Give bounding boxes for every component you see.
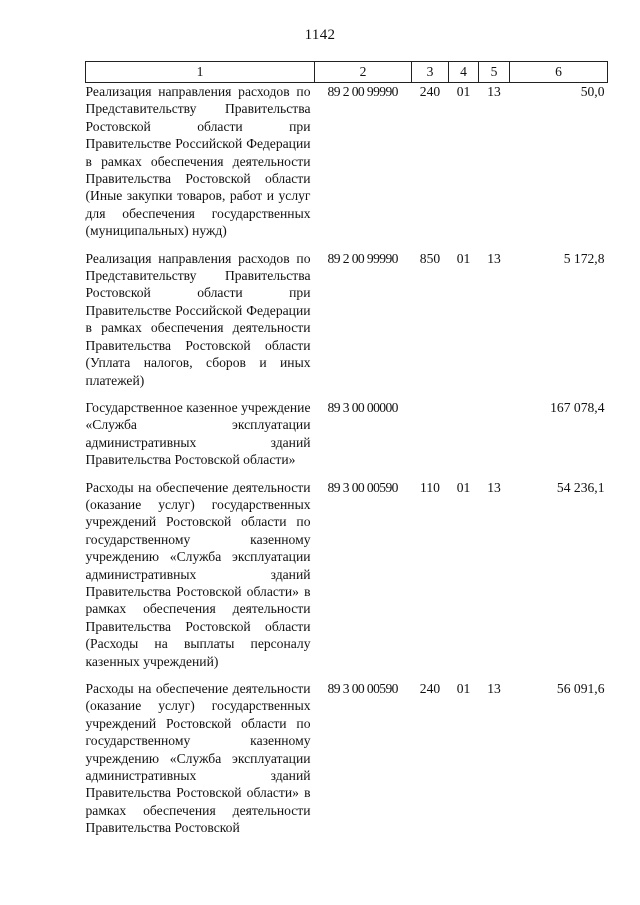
table-row: [86, 240, 608, 389]
row-col-4: 01: [456, 84, 471, 99]
row-col-4: 01: [456, 250, 471, 266]
page-number: 1142: [304, 27, 336, 43]
row-code: 89 3 00 00590: [327, 479, 398, 495]
row-col-5: 13: [487, 479, 501, 495]
header-col-5: 5: [479, 62, 510, 83]
row-col-3: 240: [419, 84, 441, 99]
row-code: 89 2 00 99990: [327, 250, 398, 266]
table-row: [86, 83, 608, 240]
row-description: Расходы на обеспечение деятельности (оказание услуг) государственных учреждений Ростовской области по государственному казенному учреждению «Служба эксплуатации административных зданий Правительства Ростовской области» в рамках обеспечения деятельности Правительства Ростовской: [85, 681, 311, 836]
row-description: Расходы на обеспечение деятельности (оказание услуг) государственных учреждений Ростовской области по государственному казенному учреждению «Служба эксплуатации административных зданий Правительства Ростовской области» в рамках обеспечения деятельности Правительства Ростовской области (Расходы на выплаты персоналу казенных учреждений): [85, 479, 311, 669]
row-col-5: [479, 389, 510, 469]
row-col-3: 850: [419, 250, 441, 266]
row-col-5: 13: [487, 250, 501, 266]
row-amount: 54 236,1: [556, 479, 605, 495]
row-col-3: 110: [420, 479, 440, 495]
header-col-2: 2: [315, 62, 412, 83]
row-amount: 50,0: [580, 84, 605, 99]
header-col-3: 3: [412, 62, 449, 83]
row-code: 89 3 00 00590: [327, 681, 398, 696]
row-col-3: [412, 389, 449, 469]
row-col-4: [449, 389, 479, 469]
row-col-5: 13: [487, 681, 501, 696]
row-col-4: 01: [456, 479, 471, 495]
row-amount: 167 078,4: [550, 399, 605, 415]
row-code: 89 3 00 00000: [327, 399, 398, 415]
header-col-4: 4: [449, 62, 479, 83]
row-description: Реализация направления расходов по Представительству Правительства Ростовской области при Правительстве Российской Федерации в рамках обеспечения деятельности Правительства Ростовской области (Уплата налогов, сборов и иных платежей): [85, 250, 311, 388]
table-header-row: [86, 62, 608, 83]
table-row: [86, 389, 608, 469]
row-amount: 56 091,6: [556, 681, 605, 696]
row-col-5: 13: [487, 84, 501, 99]
table-row: [86, 670, 608, 837]
row-col-4: 01: [456, 681, 471, 696]
header-col-1: 1: [86, 62, 315, 83]
budget-table: [85, 61, 608, 837]
row-col-3: 240: [419, 681, 441, 696]
row-amount: 5 172,8: [563, 250, 605, 266]
header-col-6: 6: [510, 62, 608, 83]
row-description: Реализация направления расходов по Представительству Правительства Ростовской области при Правительстве Российской Федерации в рамках обеспечения деятельности Правительства Ростовской области (Иные закупки товаров, работ и услуг для обеспечения государственных (муниципальных) нужд): [85, 84, 311, 239]
row-code: 89 2 00 99990: [327, 84, 398, 99]
table-row: [86, 469, 608, 670]
row-description: Государственное казенное учреждение «Служба эксплуатации административных зданий Правительства Ростовской области»: [85, 399, 311, 468]
